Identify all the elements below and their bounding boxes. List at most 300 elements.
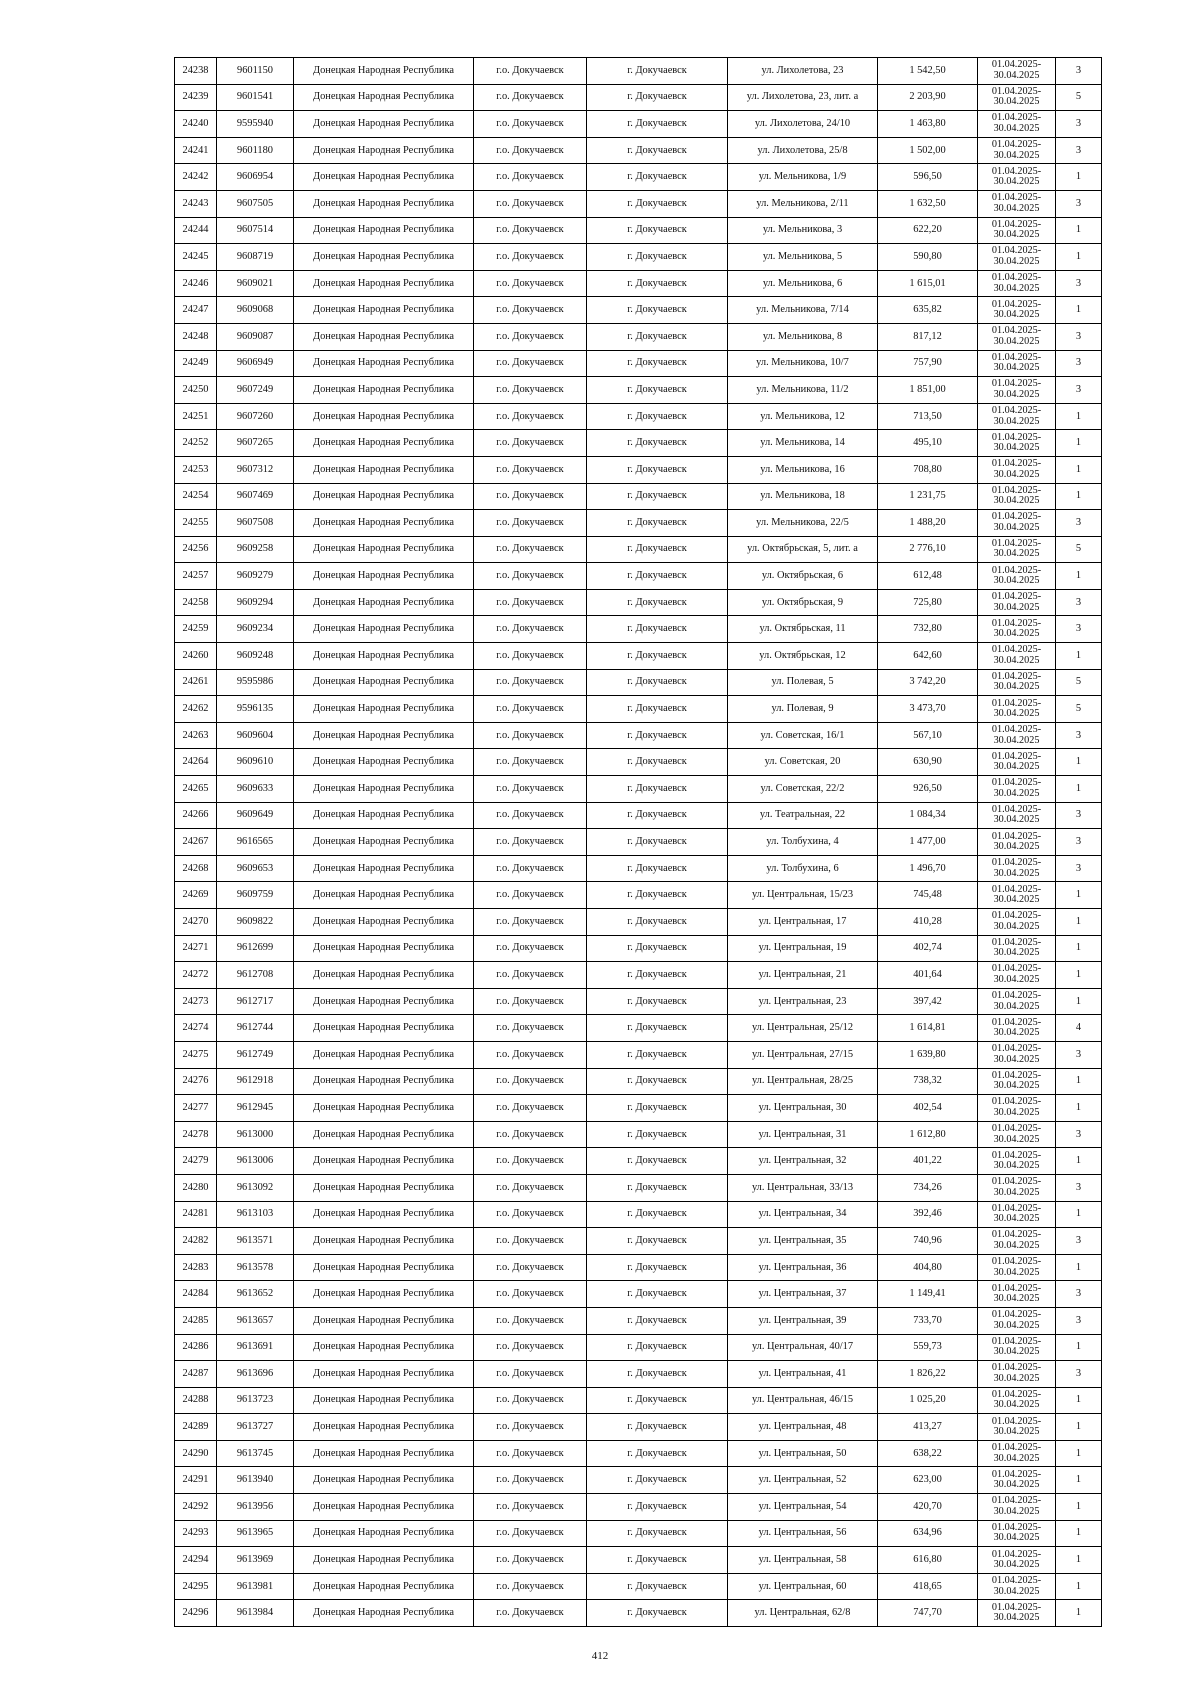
object-id-cell: 9612918 xyxy=(217,1068,294,1095)
city-cell: г. Докучаевск xyxy=(587,350,728,377)
district-cell: г.о. Докучаевск xyxy=(474,1015,587,1042)
row-number-cell: 24275 xyxy=(175,1041,217,1068)
district-cell: г.о. Докучаевск xyxy=(474,1520,587,1547)
area-cell: 634,96 xyxy=(878,1520,978,1547)
address-cell: ул. Мельникова, 5 xyxy=(728,244,878,271)
address-cell: ул. Мельникова, 18 xyxy=(728,483,878,510)
object-id-cell: 9613969 xyxy=(217,1547,294,1574)
row-number-cell: 24245 xyxy=(175,244,217,271)
area-cell: 1 463,80 xyxy=(878,111,978,138)
row-number-cell: 24250 xyxy=(175,377,217,404)
city-cell: г. Докучаевск xyxy=(587,776,728,803)
count-cell: 3 xyxy=(1056,589,1102,616)
object-id-cell: 9595986 xyxy=(217,669,294,696)
count-cell: 1 xyxy=(1056,1068,1102,1095)
period-cell: 01.04.2025-30.04.2025 xyxy=(978,616,1056,643)
area-cell: 420,70 xyxy=(878,1494,978,1521)
region-cell: Донецкая Народная Республика xyxy=(294,403,474,430)
count-cell: 3 xyxy=(1056,323,1102,350)
table-row xyxy=(175,350,1102,377)
area-cell: 410,28 xyxy=(878,909,978,936)
district-cell: г.о. Докучаевск xyxy=(474,1387,587,1414)
address-cell: ул. Центральная, 27/15 xyxy=(728,1041,878,1068)
object-id-cell: 9609294 xyxy=(217,589,294,616)
area-cell: 732,80 xyxy=(878,616,978,643)
region-cell: Донецкая Народная Республика xyxy=(294,1361,474,1388)
region-cell: Донецкая Народная Республика xyxy=(294,616,474,643)
object-id-cell: 9612699 xyxy=(217,935,294,962)
address-cell: ул. Полевая, 5 xyxy=(728,669,878,696)
region-cell: Донецкая Народная Республика xyxy=(294,1201,474,1228)
city-cell: г. Докучаевск xyxy=(587,643,728,670)
row-number-cell: 24280 xyxy=(175,1174,217,1201)
object-id-cell: 9609604 xyxy=(217,722,294,749)
object-id-cell: 9608719 xyxy=(217,244,294,271)
period-cell: 01.04.2025-30.04.2025 xyxy=(978,483,1056,510)
area-cell: 3 473,70 xyxy=(878,696,978,723)
object-id-cell: 9609649 xyxy=(217,802,294,829)
object-id-cell: 9609279 xyxy=(217,563,294,590)
district-cell: г.о. Докучаевск xyxy=(474,643,587,670)
table-row xyxy=(175,1600,1102,1627)
district-cell: г.о. Докучаевск xyxy=(474,1281,587,1308)
region-cell: Донецкая Народная Республика xyxy=(294,776,474,803)
region-cell: Донецкая Народная Республика xyxy=(294,217,474,244)
object-id-cell: 9601541 xyxy=(217,84,294,111)
region-cell: Донецкая Народная Республика xyxy=(294,1041,474,1068)
count-cell: 1 xyxy=(1056,1414,1102,1441)
period-cell: 01.04.2025-30.04.2025 xyxy=(978,1361,1056,1388)
city-cell: г. Докучаевск xyxy=(587,1148,728,1175)
count-cell: 3 xyxy=(1056,855,1102,882)
area-cell: 738,32 xyxy=(878,1068,978,1095)
table-row xyxy=(175,403,1102,430)
table-row xyxy=(175,722,1102,749)
area-cell: 1 826,22 xyxy=(878,1361,978,1388)
area-cell: 596,50 xyxy=(878,164,978,191)
address-cell: ул. Лихолетова, 25/8 xyxy=(728,137,878,164)
row-number-cell: 24267 xyxy=(175,829,217,856)
city-cell: г. Докучаевск xyxy=(587,377,728,404)
region-cell: Донецкая Народная Республика xyxy=(294,882,474,909)
address-cell: ул. Мельникова, 22/5 xyxy=(728,510,878,537)
period-cell: 01.04.2025-30.04.2025 xyxy=(978,1281,1056,1308)
city-cell: г. Докучаевск xyxy=(587,270,728,297)
count-cell: 1 xyxy=(1056,430,1102,457)
district-cell: г.о. Докучаевск xyxy=(474,323,587,350)
district-cell: г.о. Докучаевск xyxy=(474,1228,587,1255)
object-id-cell: 9607260 xyxy=(217,403,294,430)
count-cell: 1 xyxy=(1056,164,1102,191)
object-id-cell: 9595940 xyxy=(217,111,294,138)
count-cell: 1 xyxy=(1056,909,1102,936)
table-row xyxy=(175,1467,1102,1494)
count-cell: 3 xyxy=(1056,616,1102,643)
address-cell: ул. Мельникова, 12 xyxy=(728,403,878,430)
count-cell: 3 xyxy=(1056,829,1102,856)
period-cell: 01.04.2025-30.04.2025 xyxy=(978,403,1056,430)
object-id-cell: 9606954 xyxy=(217,164,294,191)
object-id-cell: 9613965 xyxy=(217,1520,294,1547)
address-cell: ул. Мельникова, 14 xyxy=(728,430,878,457)
region-cell: Донецкая Народная Республика xyxy=(294,1600,474,1627)
city-cell: г. Докучаевск xyxy=(587,669,728,696)
address-cell: ул. Центральная, 28/25 xyxy=(728,1068,878,1095)
row-number-cell: 24285 xyxy=(175,1307,217,1334)
district-cell: г.о. Докучаевск xyxy=(474,190,587,217)
area-cell: 1 231,75 xyxy=(878,483,978,510)
address-cell: ул. Лихолетова, 24/10 xyxy=(728,111,878,138)
address-cell: ул. Центральная, 54 xyxy=(728,1494,878,1521)
region-cell: Донецкая Народная Республика xyxy=(294,1095,474,1122)
period-cell: 01.04.2025-30.04.2025 xyxy=(978,137,1056,164)
row-number-cell: 24272 xyxy=(175,962,217,989)
district-cell: г.о. Докучаевск xyxy=(474,1041,587,1068)
region-cell: Донецкая Народная Республика xyxy=(294,430,474,457)
address-cell: ул. Лихолетова, 23, лит. а xyxy=(728,84,878,111)
area-cell: 630,90 xyxy=(878,749,978,776)
city-cell: г. Докучаевск xyxy=(587,1387,728,1414)
period-cell: 01.04.2025-30.04.2025 xyxy=(978,643,1056,670)
period-cell: 01.04.2025-30.04.2025 xyxy=(978,297,1056,324)
count-cell: 3 xyxy=(1056,58,1102,85)
row-number-cell: 24294 xyxy=(175,1547,217,1574)
city-cell: г. Докучаевск xyxy=(587,1334,728,1361)
table-row xyxy=(175,909,1102,936)
area-cell: 1 496,70 xyxy=(878,855,978,882)
row-number-cell: 24269 xyxy=(175,882,217,909)
address-cell: ул. Центральная, 56 xyxy=(728,1520,878,1547)
count-cell: 3 xyxy=(1056,350,1102,377)
region-cell: Донецкая Народная Республика xyxy=(294,1254,474,1281)
address-cell: ул. Центральная, 41 xyxy=(728,1361,878,1388)
address-cell: ул. Мельникова, 7/14 xyxy=(728,297,878,324)
city-cell: г. Докучаевск xyxy=(587,137,728,164)
area-cell: 397,42 xyxy=(878,988,978,1015)
row-number-cell: 24249 xyxy=(175,350,217,377)
table-row xyxy=(175,1387,1102,1414)
district-cell: г.о. Докучаевск xyxy=(474,111,587,138)
object-id-cell: 9609068 xyxy=(217,297,294,324)
row-number-cell: 24281 xyxy=(175,1201,217,1228)
count-cell: 1 xyxy=(1056,456,1102,483)
city-cell: г. Докучаевск xyxy=(587,696,728,723)
district-cell: г.о. Докучаевск xyxy=(474,829,587,856)
region-cell: Донецкая Народная Республика xyxy=(294,1281,474,1308)
address-cell: ул. Мельникова, 6 xyxy=(728,270,878,297)
area-cell: 708,80 xyxy=(878,456,978,483)
table-row xyxy=(175,1068,1102,1095)
row-number-cell: 24256 xyxy=(175,536,217,563)
area-cell: 642,60 xyxy=(878,643,978,670)
district-cell: г.о. Докучаевск xyxy=(474,669,587,696)
address-cell: ул. Центральная, 15/23 xyxy=(728,882,878,909)
address-cell: ул. Мельникова, 10/7 xyxy=(728,350,878,377)
period-cell: 01.04.2025-30.04.2025 xyxy=(978,1307,1056,1334)
address-cell: ул. Толбухина, 4 xyxy=(728,829,878,856)
count-cell: 1 xyxy=(1056,483,1102,510)
address-cell: ул. Центральная, 17 xyxy=(728,909,878,936)
table-row xyxy=(175,1307,1102,1334)
count-cell: 3 xyxy=(1056,510,1102,537)
region-cell: Донецкая Народная Республика xyxy=(294,909,474,936)
period-cell: 01.04.2025-30.04.2025 xyxy=(978,1254,1056,1281)
count-cell: 1 xyxy=(1056,988,1102,1015)
object-id-cell: 9613723 xyxy=(217,1387,294,1414)
district-cell: г.о. Докучаевск xyxy=(474,536,587,563)
district-cell: г.о. Докучаевск xyxy=(474,616,587,643)
city-cell: г. Докучаевск xyxy=(587,297,728,324)
period-cell: 01.04.2025-30.04.2025 xyxy=(978,935,1056,962)
period-cell: 01.04.2025-30.04.2025 xyxy=(978,1573,1056,1600)
object-id-cell: 9613652 xyxy=(217,1281,294,1308)
city-cell: г. Докучаевск xyxy=(587,190,728,217)
address-cell: ул. Центральная, 19 xyxy=(728,935,878,962)
object-id-cell: 9609234 xyxy=(217,616,294,643)
region-cell: Донецкая Народная Республика xyxy=(294,244,474,271)
area-cell: 733,70 xyxy=(878,1307,978,1334)
region-cell: Донецкая Народная Республика xyxy=(294,1228,474,1255)
row-number-cell: 24284 xyxy=(175,1281,217,1308)
city-cell: г. Докучаевск xyxy=(587,1174,728,1201)
period-cell: 01.04.2025-30.04.2025 xyxy=(978,58,1056,85)
row-number-cell: 24253 xyxy=(175,456,217,483)
district-cell: г.о. Докучаевск xyxy=(474,1361,587,1388)
address-cell: ул. Центральная, 62/8 xyxy=(728,1600,878,1627)
count-cell: 1 xyxy=(1056,1254,1102,1281)
object-id-cell: 9613000 xyxy=(217,1121,294,1148)
registry-sheet xyxy=(174,57,1102,1627)
area-cell: 2 203,90 xyxy=(878,84,978,111)
page-number: 412 xyxy=(591,1650,609,1662)
table-row xyxy=(175,802,1102,829)
object-id-cell: 9596135 xyxy=(217,696,294,723)
city-cell: г. Докучаевск xyxy=(587,1520,728,1547)
city-cell: г. Докучаевск xyxy=(587,1573,728,1600)
period-cell: 01.04.2025-30.04.2025 xyxy=(978,696,1056,723)
district-cell: г.о. Докучаевск xyxy=(474,1600,587,1627)
row-number-cell: 24274 xyxy=(175,1015,217,1042)
registry-body xyxy=(175,58,1102,1627)
city-cell: г. Докучаевск xyxy=(587,84,728,111)
table-row xyxy=(175,1228,1102,1255)
area-cell: 817,12 xyxy=(878,323,978,350)
area-cell: 747,70 xyxy=(878,1600,978,1627)
city-cell: г. Докучаевск xyxy=(587,1095,728,1122)
area-cell: 1 025,20 xyxy=(878,1387,978,1414)
region-cell: Донецкая Народная Республика xyxy=(294,1467,474,1494)
period-cell: 01.04.2025-30.04.2025 xyxy=(978,1520,1056,1547)
count-cell: 3 xyxy=(1056,1361,1102,1388)
region-cell: Донецкая Народная Республика xyxy=(294,1068,474,1095)
city-cell: г. Докучаевск xyxy=(587,164,728,191)
city-cell: г. Докучаевск xyxy=(587,1307,728,1334)
table-row xyxy=(175,616,1102,643)
table-row xyxy=(175,1148,1102,1175)
area-cell: 725,80 xyxy=(878,589,978,616)
district-cell: г.о. Докучаевск xyxy=(474,430,587,457)
row-number-cell: 24263 xyxy=(175,722,217,749)
table-row xyxy=(175,84,1102,111)
district-cell: г.о. Докучаевск xyxy=(474,696,587,723)
table-row xyxy=(175,1121,1102,1148)
address-cell: ул. Центральная, 32 xyxy=(728,1148,878,1175)
address-cell: ул. Центральная, 30 xyxy=(728,1095,878,1122)
city-cell: г. Докучаевск xyxy=(587,456,728,483)
period-cell: 01.04.2025-30.04.2025 xyxy=(978,456,1056,483)
row-number-cell: 24293 xyxy=(175,1520,217,1547)
object-id-cell: 9609087 xyxy=(217,323,294,350)
row-number-cell: 24239 xyxy=(175,84,217,111)
region-cell: Донецкая Народная Республика xyxy=(294,111,474,138)
count-cell: 1 xyxy=(1056,1148,1102,1175)
count-cell: 3 xyxy=(1056,802,1102,829)
object-id-cell: 9613984 xyxy=(217,1600,294,1627)
row-number-cell: 24248 xyxy=(175,323,217,350)
table-row xyxy=(175,1095,1102,1122)
object-id-cell: 9609759 xyxy=(217,882,294,909)
period-cell: 01.04.2025-30.04.2025 xyxy=(978,164,1056,191)
row-number-cell: 24268 xyxy=(175,855,217,882)
district-cell: г.о. Докучаевск xyxy=(474,350,587,377)
address-cell: ул. Центральная, 31 xyxy=(728,1121,878,1148)
object-id-cell: 9607508 xyxy=(217,510,294,537)
region-cell: Донецкая Народная Республика xyxy=(294,1573,474,1600)
district-cell: г.о. Докучаевск xyxy=(474,1494,587,1521)
address-cell: ул. Центральная, 23 xyxy=(728,988,878,1015)
period-cell: 01.04.2025-30.04.2025 xyxy=(978,589,1056,616)
region-cell: Донецкая Народная Республика xyxy=(294,1334,474,1361)
region-cell: Донецкая Народная Республика xyxy=(294,1440,474,1467)
table-row xyxy=(175,244,1102,271)
row-number-cell: 24290 xyxy=(175,1440,217,1467)
address-cell: ул. Центральная, 52 xyxy=(728,1467,878,1494)
district-cell: г.о. Докучаевск xyxy=(474,217,587,244)
row-number-cell: 24264 xyxy=(175,749,217,776)
address-cell: ул. Мельникова, 16 xyxy=(728,456,878,483)
count-cell: 1 xyxy=(1056,1520,1102,1547)
table-row xyxy=(175,190,1102,217)
count-cell: 1 xyxy=(1056,749,1102,776)
address-cell: ул. Центральная, 58 xyxy=(728,1547,878,1574)
district-cell: г.о. Докучаевск xyxy=(474,1095,587,1122)
object-id-cell: 9613103 xyxy=(217,1201,294,1228)
table-row xyxy=(175,456,1102,483)
district-cell: г.о. Докучаевск xyxy=(474,1414,587,1441)
region-cell: Донецкая Народная Республика xyxy=(294,1494,474,1521)
city-cell: г. Докучаевск xyxy=(587,58,728,85)
district-cell: г.о. Докучаевск xyxy=(474,1573,587,1600)
row-number-cell: 24258 xyxy=(175,589,217,616)
address-cell: ул. Лихолетова, 23 xyxy=(728,58,878,85)
object-id-cell: 9613092 xyxy=(217,1174,294,1201)
city-cell: г. Докучаевск xyxy=(587,510,728,537)
count-cell: 3 xyxy=(1056,270,1102,297)
object-id-cell: 9607249 xyxy=(217,377,294,404)
table-row xyxy=(175,935,1102,962)
count-cell: 3 xyxy=(1056,190,1102,217)
address-cell: ул. Октябрьская, 11 xyxy=(728,616,878,643)
row-number-cell: 24292 xyxy=(175,1494,217,1521)
city-cell: г. Докучаевск xyxy=(587,589,728,616)
object-id-cell: 9609248 xyxy=(217,643,294,670)
address-cell: ул. Центральная, 21 xyxy=(728,962,878,989)
table-row xyxy=(175,563,1102,590)
row-number-cell: 24251 xyxy=(175,403,217,430)
table-row xyxy=(175,536,1102,563)
count-cell: 1 xyxy=(1056,1201,1102,1228)
period-cell: 01.04.2025-30.04.2025 xyxy=(978,430,1056,457)
period-cell: 01.04.2025-30.04.2025 xyxy=(978,1201,1056,1228)
table-row xyxy=(175,776,1102,803)
count-cell: 1 xyxy=(1056,1600,1102,1627)
row-number-cell: 24279 xyxy=(175,1148,217,1175)
area-cell: 559,73 xyxy=(878,1334,978,1361)
period-cell: 01.04.2025-30.04.2025 xyxy=(978,84,1056,111)
count-cell: 5 xyxy=(1056,696,1102,723)
region-cell: Донецкая Народная Республика xyxy=(294,1121,474,1148)
period-cell: 01.04.2025-30.04.2025 xyxy=(978,244,1056,271)
row-number-cell: 24247 xyxy=(175,297,217,324)
count-cell: 3 xyxy=(1056,1281,1102,1308)
region-cell: Донецкая Народная Республика xyxy=(294,1015,474,1042)
district-cell: г.о. Докучаевск xyxy=(474,456,587,483)
district-cell: г.о. Докучаевск xyxy=(474,297,587,324)
city-cell: г. Докучаевск xyxy=(587,1440,728,1467)
count-cell: 1 xyxy=(1056,882,1102,909)
address-cell: ул. Мельникова, 3 xyxy=(728,217,878,244)
region-cell: Донецкая Народная Республика xyxy=(294,589,474,616)
district-cell: г.о. Докучаевск xyxy=(474,749,587,776)
region-cell: Донецкая Народная Республика xyxy=(294,749,474,776)
city-cell: г. Докучаевск xyxy=(587,323,728,350)
row-number-cell: 24277 xyxy=(175,1095,217,1122)
address-cell: ул. Центральная, 50 xyxy=(728,1440,878,1467)
area-cell: 495,10 xyxy=(878,430,978,457)
row-number-cell: 24243 xyxy=(175,190,217,217)
table-row xyxy=(175,829,1102,856)
table-row xyxy=(175,1520,1102,1547)
region-cell: Донецкая Народная Республика xyxy=(294,377,474,404)
area-cell: 638,22 xyxy=(878,1440,978,1467)
area-cell: 392,46 xyxy=(878,1201,978,1228)
district-cell: г.о. Докучаевск xyxy=(474,1068,587,1095)
count-cell: 3 xyxy=(1056,1174,1102,1201)
object-id-cell: 9607469 xyxy=(217,483,294,510)
table-row xyxy=(175,1414,1102,1441)
object-id-cell: 9613727 xyxy=(217,1414,294,1441)
district-cell: г.о. Докучаевск xyxy=(474,722,587,749)
region-cell: Донецкая Народная Республика xyxy=(294,1307,474,1334)
area-cell: 734,26 xyxy=(878,1174,978,1201)
region-cell: Донецкая Народная Республика xyxy=(294,84,474,111)
district-cell: г.о. Докучаевск xyxy=(474,1174,587,1201)
city-cell: г. Докучаевск xyxy=(587,722,728,749)
region-cell: Донецкая Народная Республика xyxy=(294,536,474,563)
count-cell: 4 xyxy=(1056,1015,1102,1042)
area-cell: 402,74 xyxy=(878,935,978,962)
object-id-cell: 9606949 xyxy=(217,350,294,377)
address-cell: ул. Центральная, 37 xyxy=(728,1281,878,1308)
object-id-cell: 9612717 xyxy=(217,988,294,1015)
table-row xyxy=(175,58,1102,85)
city-cell: г. Докучаевск xyxy=(587,217,728,244)
address-cell: ул. Центральная, 25/12 xyxy=(728,1015,878,1042)
city-cell: г. Докучаевск xyxy=(587,1121,728,1148)
row-number-cell: 24246 xyxy=(175,270,217,297)
period-cell: 01.04.2025-30.04.2025 xyxy=(978,510,1056,537)
object-id-cell: 9613571 xyxy=(217,1228,294,1255)
